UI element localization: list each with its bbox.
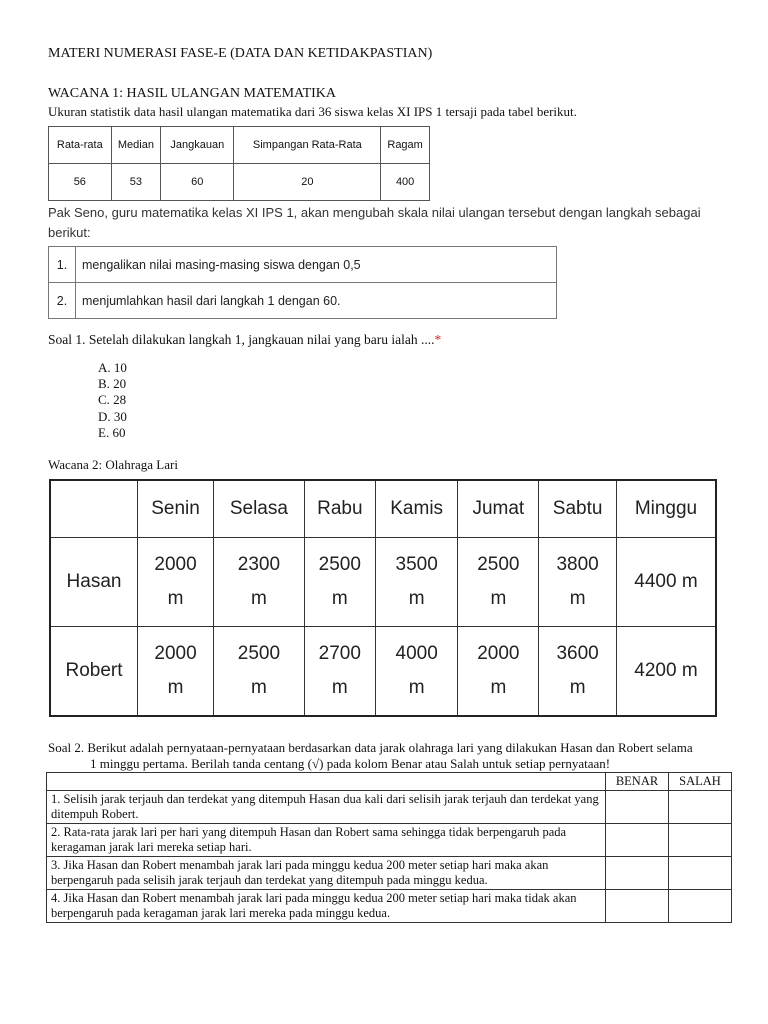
option-a[interactable]: A. 10 — [98, 360, 127, 375]
statement-text: 2. Rata-rata jarak lari per hari yang ditempuh Hasan dan Robert sama sehingga tidak berpengaruh pada keragaman jarak lari mereka setiap hari. — [47, 824, 606, 857]
table-row — [50, 627, 716, 717]
benar-checkbox[interactable] — [606, 791, 669, 824]
stats-value-cell: 400 — [381, 164, 430, 201]
stats-value-cell: 60 — [161, 164, 234, 201]
stats-value-cell: 53 — [111, 164, 161, 201]
runner-name: Robert — [50, 627, 138, 717]
distance-cell: 2700 m — [304, 627, 375, 717]
table-row — [47, 791, 732, 824]
stats-header-cell: Jangkauan — [161, 127, 234, 164]
day-header: Rabu — [304, 480, 375, 538]
distance-cell: 2000 m — [458, 627, 539, 717]
stats-header-cell: Median — [111, 127, 161, 164]
distance-cell: 2300 m — [214, 538, 305, 627]
distance-cell: 2500 m — [458, 538, 539, 627]
option-c[interactable]: C. 28 — [98, 392, 127, 408]
soal1-options — [98, 360, 127, 441]
wacana1-paragraph-cont: berikut: — [48, 225, 91, 240]
statistics-table — [48, 126, 430, 201]
distance-cell: 3800 m — [539, 538, 617, 627]
day-header: Sabtu — [539, 480, 617, 538]
wacana1-title: WACANA 1: HASIL ULANGAN MATEMATIKA — [48, 86, 337, 101]
table-row — [47, 890, 732, 923]
steps-table — [48, 246, 557, 319]
day-header: Minggu — [616, 480, 716, 538]
step-row — [49, 283, 557, 319]
distance-cell: 2000 m — [138, 627, 214, 717]
wacana2-title: Wacana 2: Olahraga Lari — [48, 457, 178, 472]
runner-name: Hasan — [50, 538, 138, 627]
stats-value-cell: 56 — [49, 164, 112, 201]
stats-header-cell: Rata-rata — [49, 127, 112, 164]
distance-cell: 3600 m — [539, 627, 617, 717]
salah-checkbox[interactable] — [669, 857, 732, 890]
table-row — [47, 824, 732, 857]
wacana1-paragraph: Pak Seno, guru matematika kelas XI IPS 1, akan mengubah skala nilai ulangan tersebut dengan langkah sebagai — [48, 205, 701, 220]
soal1-question — [48, 332, 441, 348]
statement-text: 3. Jika Hasan dan Robert menambah jarak lari pada minggu kedua 200 meter setiap hari maka akan berpengaruh pada selisih jarak terjauh dan terdekat yang ditempuh pada minggu kedua. — [47, 857, 606, 890]
stats-header-cell: Ragam — [381, 127, 430, 164]
day-header: Selasa — [214, 480, 305, 538]
running-distance-table — [49, 479, 717, 717]
distance-cell: 3500 m — [375, 538, 458, 627]
step-text: menjumlahkan hasil dari langkah 1 dengan 60. — [76, 283, 557, 319]
stats-header-cell: Simpangan Rata-Rata — [234, 127, 381, 164]
day-header: Senin — [138, 480, 214, 538]
required-mark: * — [434, 332, 442, 347]
step-number: 2. — [49, 283, 76, 319]
corner-cell — [50, 480, 138, 538]
distance-cell: 4400 m — [616, 538, 716, 627]
benar-checkbox[interactable] — [606, 824, 669, 857]
day-header: Jumat — [458, 480, 539, 538]
salah-checkbox[interactable] — [669, 824, 732, 857]
soal2-instruction: 1 minggu pertama. Berilah tanda centang (√) pada kolom Benar atau Salah untuk setiap pernyataan! — [90, 756, 611, 771]
distance-cell: 2000 m — [138, 538, 214, 627]
wacana1-intro: Ukuran statistik data hasil ulangan matematika dari 36 siswa kelas XI IPS 1 tersaji pada tabel berikut. — [48, 104, 577, 119]
distance-cell: 4000 m — [375, 627, 458, 717]
statement-text: 1. Selisih jarak terjauh dan terdekat yang ditempuh Hasan dua kali dari selisih jarak terjauh dan terdekat yang ditempuh Robert. — [47, 791, 606, 824]
table-row — [50, 538, 716, 627]
soal2-question: Soal 2. Berikut adalah pernyataan-pernyataan berdasarkan data jarak olahraga lari yang dilakukan Hasan dan Robert selama — [48, 740, 693, 755]
step-text: mengalikan nilai masing-masing siswa dengan 0,5 — [76, 247, 557, 283]
distance-cell: 4200 m — [616, 627, 716, 717]
step-number: 1. — [49, 247, 76, 283]
statements-table — [46, 772, 732, 923]
day-header: Kamis — [375, 480, 458, 538]
distance-cell: 2500 m — [304, 538, 375, 627]
statement-header-blank — [47, 773, 606, 791]
statement-text: 4. Jika Hasan dan Robert menambah jarak lari pada minggu kedua 200 meter setiap hari maka tidak akan berpengaruh pada keragaman jarak lari mereka pada minggu kedua. — [47, 890, 606, 923]
option-e[interactable]: E. 60 — [98, 424, 126, 440]
option-b[interactable]: B. 20 — [98, 376, 127, 392]
document-title: MATERI NUMERASI FASE-E (DATA DAN KETIDAKPASTIAN) — [48, 46, 433, 61]
benar-header: BENAR — [606, 773, 669, 791]
salah-checkbox[interactable] — [669, 890, 732, 923]
benar-checkbox[interactable] — [606, 890, 669, 923]
soal1-question-text: Soal 1. Setelah dilakukan langkah 1, jangkauan nilai yang baru ialah .... — [48, 332, 435, 347]
salah-checkbox[interactable] — [669, 791, 732, 824]
benar-checkbox[interactable] — [606, 857, 669, 890]
salah-header: SALAH — [669, 773, 732, 791]
distance-cell: 2500 m — [214, 627, 305, 717]
step-row — [49, 247, 557, 283]
option-d[interactable]: D. 30 — [98, 408, 127, 424]
stats-value-cell: 20 — [234, 164, 381, 201]
table-row — [47, 857, 732, 890]
